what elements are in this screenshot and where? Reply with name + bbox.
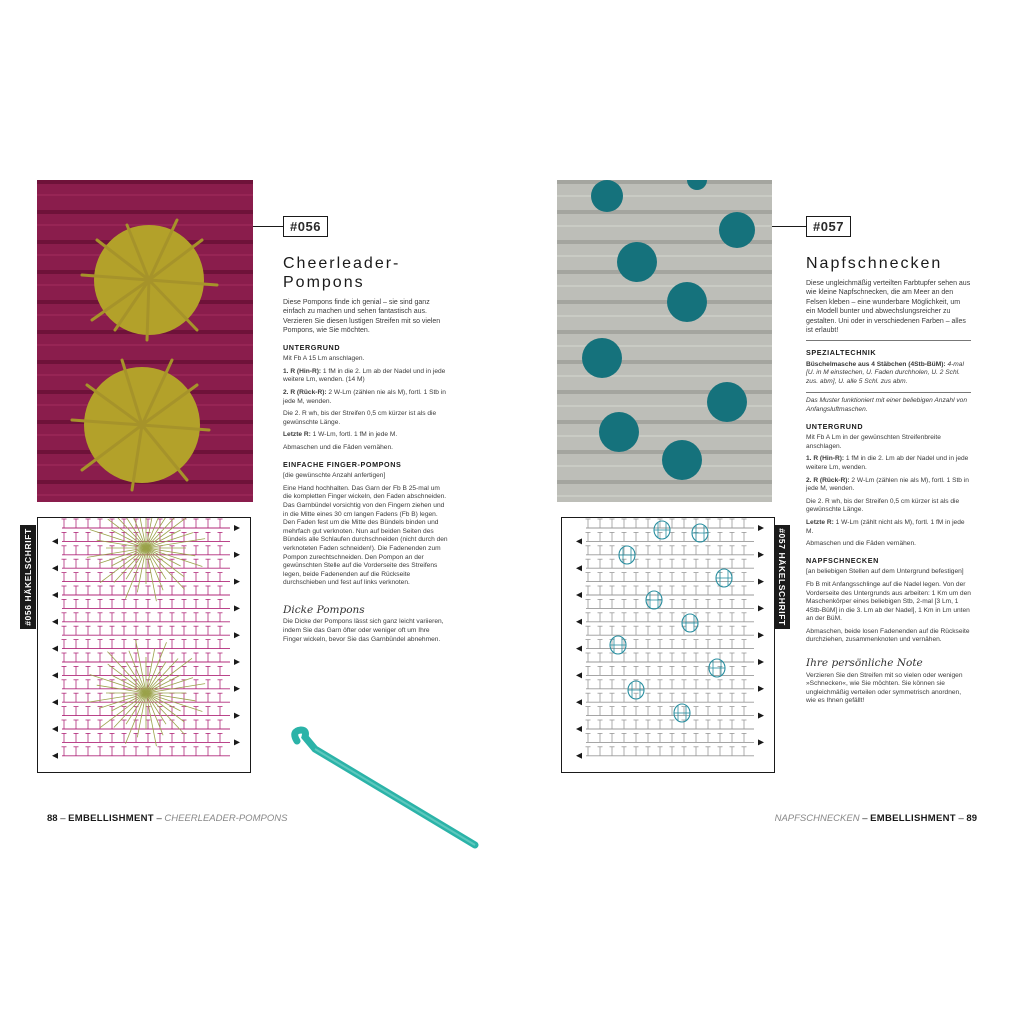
side-tab-label: #056 HÄKELSCHRIFT: [23, 528, 34, 626]
intro-text: Diese ungleichmäßig verteilten Farbtupfer sehen aus wie kleine Napfschnecken, die am Meer an den Felsen kleben – eine wunderbare Möglichkeit, um ein Modell bunter und abwechslungsreicher zu gestalten. Uni oder in verschiedenen Farben – alles ist erlaubt!: [806, 280, 971, 335]
footer-dash: –: [153, 813, 165, 824]
heading-spezialtechnik: SPEZIALTECHNIK: [806, 348, 877, 358]
footer-subtitle: CHEERLEADER-POMPONS: [164, 813, 288, 824]
footer-section: EMBELLISHMENT: [68, 813, 154, 824]
bobble-symbol: [716, 569, 732, 587]
badge-connector-056: [253, 226, 283, 227]
untergrund-step-6: Abmaschen und die Fäden vernähen.: [806, 540, 916, 548]
special-technique: [806, 361, 971, 387]
footer-left: [47, 813, 287, 824]
footer-dash: –: [859, 813, 871, 824]
footer-section: EMBELLISHMENT: [870, 813, 956, 824]
row-text: 1 W-Lm (zählt nicht als M), fortl. 1 fM in jede M.: [806, 518, 965, 535]
row-label: 1. R (Hin-R):: [806, 455, 845, 463]
bobble-symbol: [646, 591, 662, 609]
divider: [806, 392, 971, 393]
untergrund-step-1: Mit Fb A 15 Lm anschlagen.: [283, 355, 365, 363]
page-number-left: 88: [47, 813, 58, 824]
untergrund-step-5: [283, 431, 448, 440]
row-label: Letzte R:: [283, 431, 311, 439]
crochet-hook-image: [285, 725, 505, 850]
row-text: 2 W-Lm (zählen nie als M), fortl. 1 Stb in jede M, wenden.: [806, 476, 969, 493]
untergrund-step-3: [806, 477, 971, 494]
side-tab-057: [774, 525, 790, 629]
side-tab-label: #057 HÄKELSCHRIFT: [777, 528, 788, 626]
row-label: 2. R (Rück-R):: [283, 389, 327, 396]
napf-note: [an beliebigen Stellen auf dem Untergrund befestigen]: [806, 568, 964, 576]
row-label: Letzte R:: [806, 518, 834, 526]
untergrund-step-1: Mit Fb A Lm in der gewünschten Streifenbreite anschlagen.: [806, 434, 941, 450]
footer-dash: –: [955, 813, 967, 824]
tip-heading: Ihre persönliche Note: [806, 657, 923, 670]
bobble-symbol: [610, 636, 626, 654]
napf-finishing: Abmaschen, beide losen Fadenenden auf die Rückseite durchziehen, zusammenknoten und vernähen.: [806, 627, 970, 644]
crochet-chart-056: [37, 517, 251, 773]
row-label: 1. R (Hin-R):: [283, 367, 322, 375]
page-number-right: 89: [966, 813, 977, 824]
bobble-symbol: [619, 546, 635, 564]
napf-instructions: Fb B mit Anfangsschlinge auf die Nadel legen. Von der Vorderseite des Untergrunds aus arbeiten: 1 Km um den Maschenkörper eines beliebigen Stb, 2-mal [3 Lm, 1 4Stb-BüM] in die 3. Lm ab der Nadel], 1 Km in Lm unten an der BüM.: [806, 580, 971, 623]
tip-text: Verzieren Sie den Streifen mit so vielen oder wenigen »Schnecken«, wie Sie möchten. Sie können sie ungleichmäßig verteilen oder symmetrisch anordnen, wie es Ihnen gefällt!: [806, 671, 963, 705]
pattern-badge-056: #056: [283, 216, 328, 237]
divider: [806, 340, 971, 341]
pattern-note: Das Muster funktioniert mit einer beliebigen Anzahl von Anfangsluftmaschen.: [806, 397, 968, 413]
side-tab-056: [20, 525, 36, 629]
row-label: 2. R (Rück-R):: [806, 476, 850, 484]
row-text: 2 W-Lm (zählen nie als M), fortl. 1 Stb in jede M, wenden.: [283, 389, 446, 405]
heading-finger-pompons: EINFACHE FINGER-POMPONS: [283, 459, 402, 469]
bobble-symbol: [682, 614, 698, 632]
untergrund-step-4: Die 2. R wh, bis der Streifen 0,5 cm kürzer ist als die gewünschte Länge.: [283, 410, 437, 426]
intro-text: Diese Pompons finde ich genial – sie sind ganz einfach zu machen und sehen fantastisch aus. Verzieren Sie diesen lustigen Streifen mit so vielen Pompons, wie Sie möchten.: [283, 299, 441, 335]
instructions-057: [806, 279, 971, 710]
untergrund-step-2: [283, 368, 448, 385]
untergrund-step-3: [283, 389, 448, 406]
heading-untergrund: UNTERGRUND: [283, 342, 341, 352]
finger-note: [die gewünschte Anzahl anfertigen]: [283, 472, 386, 480]
row-text: 1 fM in die 2. Lm ab der Nadel und in jede weitere Lm, wenden. (14 M): [283, 367, 446, 384]
untergrund-step-4: Die 2. R wh, bis der Streifen 0,5 cm kürzer ist als die gewünschte Länge.: [806, 497, 960, 514]
tip-heading: Dicke Pompons: [283, 603, 365, 616]
technique-label: Büschelmasche aus 4 Stäbchen (4Stb-BüM):: [806, 360, 946, 368]
row-text: 1 W-Lm, fortl. 1 fM in jede M.: [310, 431, 398, 439]
crochet-chart-057: [561, 517, 775, 773]
pattern-title-057: Napfschnecken: [806, 255, 943, 272]
row-text: 1 fM in die 2. Lm ab der Nadel und in jede weitere Lm, wenden.: [806, 455, 969, 471]
photo-056: [37, 180, 253, 502]
pompom-symbol: [87, 518, 205, 601]
heading-napfschnecken: NAPFSCHNECKEN: [806, 555, 879, 565]
title-line-2: Pompons: [283, 274, 365, 291]
pattern-title-056: [283, 254, 400, 292]
technique-text: 4-mal [U. in M einstechen, U. Faden durchholen, U. 2 Schl. zus. abm], U. alle 5 Schl. zus abm.: [806, 360, 964, 386]
title-line-1: Cheerleader-: [283, 255, 401, 272]
instructions-056: [283, 298, 448, 648]
bobble-symbol: [654, 521, 670, 539]
pattern-badge-057: #057: [806, 216, 851, 237]
tip-text: Die Dicke der Pompons lässt sich ganz leicht variieren, indem Sie das Garn öfter oder weniger oft um Ihre Finger wickeln, bevor Sie das Garnbündel abnehmen.: [283, 618, 444, 643]
pompom-symbol: [87, 640, 205, 746]
untergrund-step-6: Abmaschen und die Fäden vernähen.: [283, 443, 393, 451]
photo-057: [557, 180, 772, 502]
finger-instructions: Eine Hand hochhalten. Das Garn der Fb B 25-mal um die kompletten Finger wickeln, den Faden abschneiden. Das Garnbündel vorsichtig von den Fingern ziehen und in die Mitte eines 30 cm langen Fadens (Fb B) legen. Den Faden fest um die Mitte des Bündels binden und mehrfach gut verknoten. Nun auf beiden Seiten des Bündels alle Schlaufen durchschneiden (nicht durch den verknoteten Faden schneiden!). Die Fadenenden zum Pompon zurechtschneiden. Den Pompon an der gewünschten Stelle auf die Vorderseite des Streifens legen, beide Fadenenden auf die Rückseite durchschieben und fest auf links verknoten.: [283, 484, 448, 587]
bobble-symbol: [692, 524, 708, 542]
footer-subtitle: NAPFSCHNECKEN: [774, 813, 860, 824]
untergrund-step-2: [806, 455, 971, 472]
footer-dash: –: [57, 813, 69, 824]
heading-untergrund: UNTERGRUND: [806, 421, 864, 431]
footer-right: [775, 813, 977, 824]
untergrund-step-5: [806, 519, 971, 536]
badge-connector-057: [772, 226, 806, 227]
